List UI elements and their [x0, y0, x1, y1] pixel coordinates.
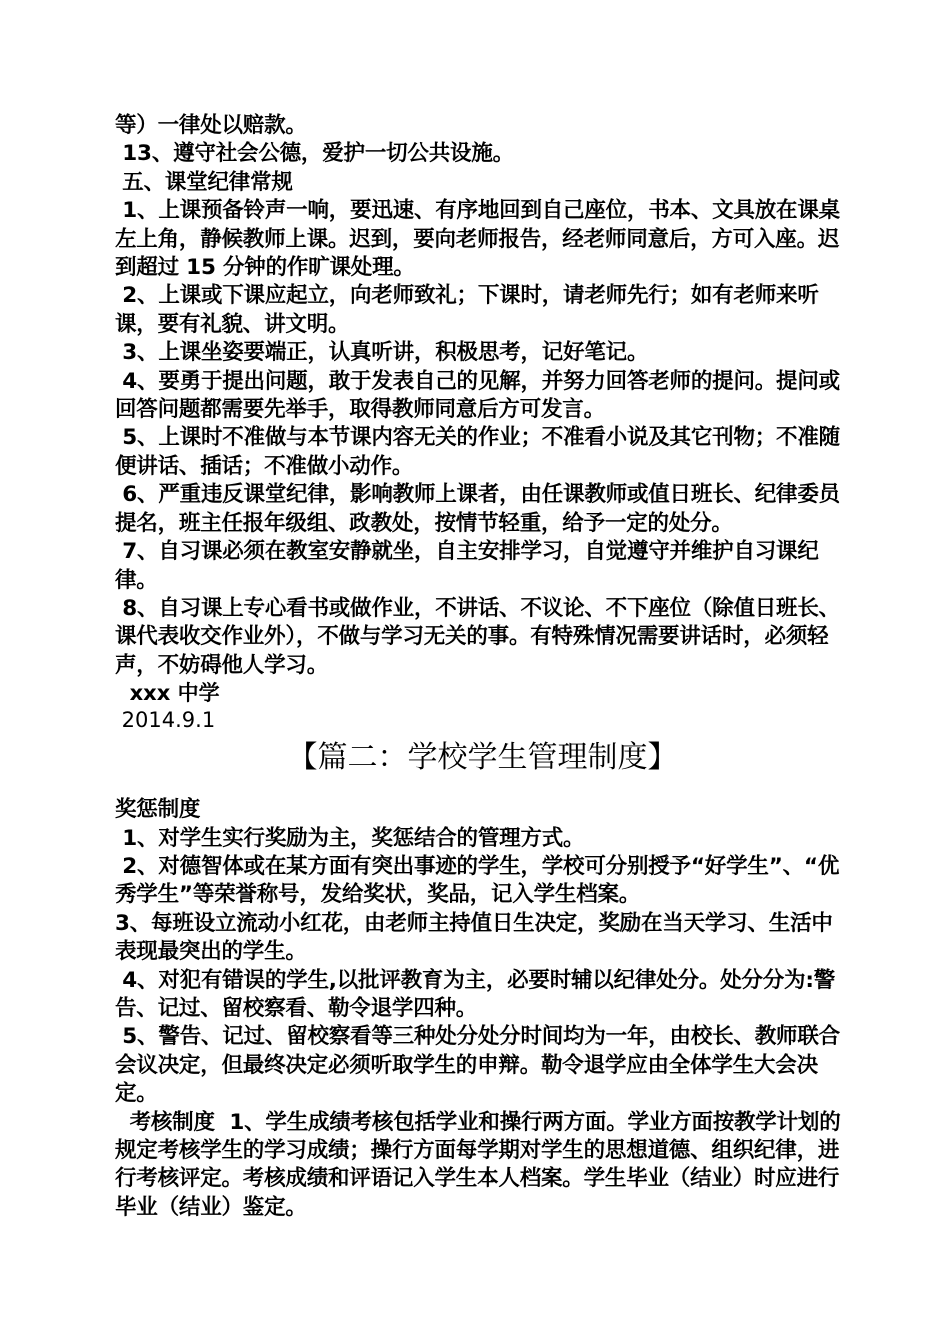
paragraph-compensation-tail: 等）一律处以赔款。 — [115, 113, 307, 138]
reward-rule-5: 5、警告、记过、留校察看等三种处分处分时间均为一年，由校长、教师联合会议决定，但最终决定必须听取学生的申辩。勒令退学应由全体学生大会决定。 — [115, 1024, 840, 1107]
classroom-rule-6: 6、严重违反课堂纪律，影响教师上课者，由任课教师或值日班长、纪律委员提名，班主任报年级组、政教处，按情节轻重，给予一定的处分。 — [115, 482, 840, 536]
section-heading-classroom-discipline: 五、课堂纪律常规 — [115, 169, 293, 195]
classroom-rule-7: 7、自习课必须在教室安静就坐，自主安排学习，自觉遵守并维护自习课纪律。 — [115, 539, 819, 593]
reward-rule-2: 2、对德智体或在某方面有突出事迹的学生，学校可分别授予“好学生”、“优秀学生”等荣誉称号，发给奖状，奖品，记入学生档案。 — [115, 853, 840, 908]
classroom-rule-1: 1、上课预备铃声一响，要迅速、有序地回到自己座位，书本、文具放在课桌左上角，静候教师上课。迟到，要向老师报告，经老师同意后，方可入座。迟到超过 15 分钟的作旷课处理。 — [115, 198, 840, 281]
classroom-rule-4: 4、要勇于提出问题，敢于发表自己的见解，并努力回答老师的提问。提问或回答问题都需要先举手，取得教师同意后方可发言。 — [115, 368, 840, 423]
classroom-rule-2: 2、上课或下课应起立，向老师致礼；下课时，请老师先行；如有老师来听课，要有礼貌、讲文明。 — [115, 283, 819, 337]
reward-rule-3: 3、每班设立流动小红花，由老师主持值日生决定，奖励在当天学习、生活中表现最突出的学生。 — [115, 910, 833, 965]
classroom-rule-3: 3、上课坐姿要端正，认真听讲，积极思考，记好笔记。 — [115, 340, 649, 366]
reward-rule-1: 1、对学生实行奖励为主，奖惩结合的管理方式。 — [115, 825, 585, 851]
reward-rule-4: 4、对犯有错误的学生,以批评教育为主，必要时辅以纪律处分。处分分为:警告、记过、留校察看、勒令退学四种。 — [115, 967, 836, 1021]
classroom-rule-8: 8、自习课上专心看书或做作业，不讲话、不议论、不下座位（除值日班长、课代表收交作业外），不做与学习无关的事。有特殊情况需要讲话时，必须轻声，不妨碍他人学习。 — [115, 595, 840, 678]
rule-13-public-morality: 13、遵守社会公德，爱护一切公共设施。 — [115, 141, 514, 167]
document-page — [115, 112, 850, 1222]
assessment-system-paragraph: 考核制度 1、学生成绩考核包括学业和操行两方面。学业方面按教学计划的规定考核学生的学习成绩；操行方面每学期对学生的思想道德、组织纪律，进行考核评定。考核成绩和评语记入学生本人档案。学生毕业（结业）时应进行毕业（结业）鉴定。 — [115, 1109, 841, 1220]
section-title-part-two: 【篇二：学校学生管理制度】 — [287, 740, 678, 776]
section-heading-rewards-punishments: 奖惩制度 — [115, 797, 201, 823]
signature-date: 2014.9.1 — [115, 708, 216, 733]
signature-school: xxx 中学 — [115, 681, 220, 706]
classroom-rule-5: 5、上课时不准做与本节课内容无关的作业；不准看小说及其它刊物；不准随便讲话、插话；不准做小动作。 — [115, 425, 840, 479]
